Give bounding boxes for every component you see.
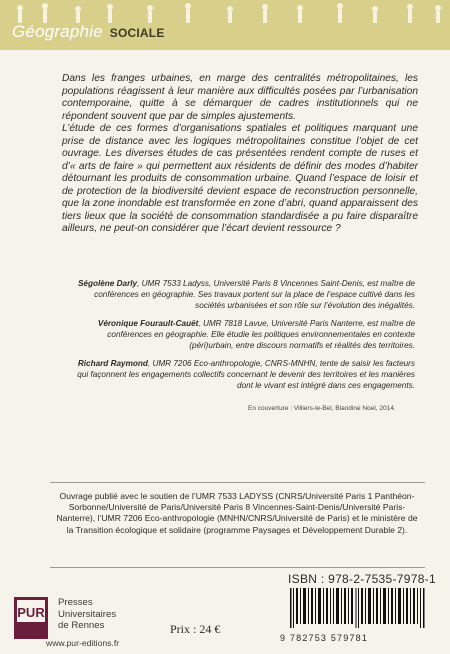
author-description: , UMR 7818 Lavue, Université Paris Nanterre, est maître de conférences en géographie. Elle étudie les politiques environnementales en contexte (péri)urbain, entre discours normatifs et réalités des territoires. <box>107 319 415 350</box>
pur-logo-icon <box>14 597 48 639</box>
publisher-line: Presses <box>58 597 93 608</box>
author-name: Ségolène Darly <box>77 279 138 288</box>
publisher-line: de Rennes <box>58 620 105 632</box>
abstract-paragraph: Dans les franges urbaines, en marge des centralités métropolitaines, les populations réagissent à leur manière aux difficultés posées par l’urbanisation contemporaine, quitte à se démarquer de cadres institutionnels qui ne répondent souvent que par de simples ajustements. <box>62 73 418 122</box>
author-name: Richard Raymond <box>77 359 148 368</box>
series-subtitle: SOCIALE <box>109 26 165 40</box>
price-label: Prix : 24 € <box>170 622 221 636</box>
author-bio <box>70 318 415 351</box>
funding-statement: Ouvrage publié avec le soutien de l’UMR 7533 LADYSS (CNRS/Université Paris 1 Panthéon-Sorbonne/Université de Paris/Université Paris 8 Vincennes-Saint-Denis/Université Paris-Nanterre), l’UMR 7206 Eco-anthropologie (MNHN/CNRS/Université de Paris) et le ministère de la Transition écologique et solidaire (programme Paysages et Développement Durable 2). <box>56 491 418 535</box>
publisher-name <box>58 597 116 632</box>
author-bio <box>70 358 415 391</box>
author-bio <box>70 278 415 311</box>
logo-text: PUR <box>17 605 45 620</box>
isbn-label: ISBN : 978-2-7535-7978-1 <box>288 572 436 586</box>
cover-credit: En couverture : Villiers-le-Bel, Blandine Noel, 2014. <box>248 405 396 412</box>
barcode-image <box>290 588 425 628</box>
header-banner <box>0 0 450 50</box>
barcode-number: 9 782753 579781 <box>280 633 369 643</box>
author-name: Véronique Fourault-Cauët <box>97 319 199 328</box>
abstract-paragraph: L’étude de ces formes d’organisations spatiales et politiques marquant une prise de distance avec les logiques métropolitaines constitue l’objet de cet ouvrage. Les diverses études de cas présentées rendent compte de ruses et d’« arts de faire » qui permettent aux résidents de définir des modes d’habiter détournant les produits de consommation urbaine. Quand l’espace de loisir et de protection de la biodiversité devient espace de reconstruction personnelle, que la zone inondable est transformée en zone d’abri, quand apparaissent des tiers lieux que la société de consommation standardisée a pu faire disparaître ailleurs, ne peut-on considérer que l’écart devient ressource ? <box>62 123 418 234</box>
author-bios <box>70 278 415 398</box>
series-name: Géographie <box>12 22 103 41</box>
back-cover-abstract <box>62 73 418 236</box>
publisher-website-link[interactable]: www.pur-editions.fr <box>46 638 120 648</box>
series-title <box>12 22 165 42</box>
author-description: , UMR 7206 Eco-anthropologie, CNRS-MNHN, tente de saisir les facteurs qui façonnent les engagements collectifs concernant le devenir des territoires et les manières dont le vivant est intégré dans ces engagements. <box>77 359 415 390</box>
publisher-line: Universitaires <box>58 608 117 620</box>
author-description: , UMR 7533 Ladyss, Université Paris 8 Vincennes Saint-Denis, est maître de conférences en géographie. Ses travaux portent sur la place de l’espace cultivé dans les sociétés urbanisées et son rôle sur l’évolution des inégalités. <box>94 279 415 310</box>
